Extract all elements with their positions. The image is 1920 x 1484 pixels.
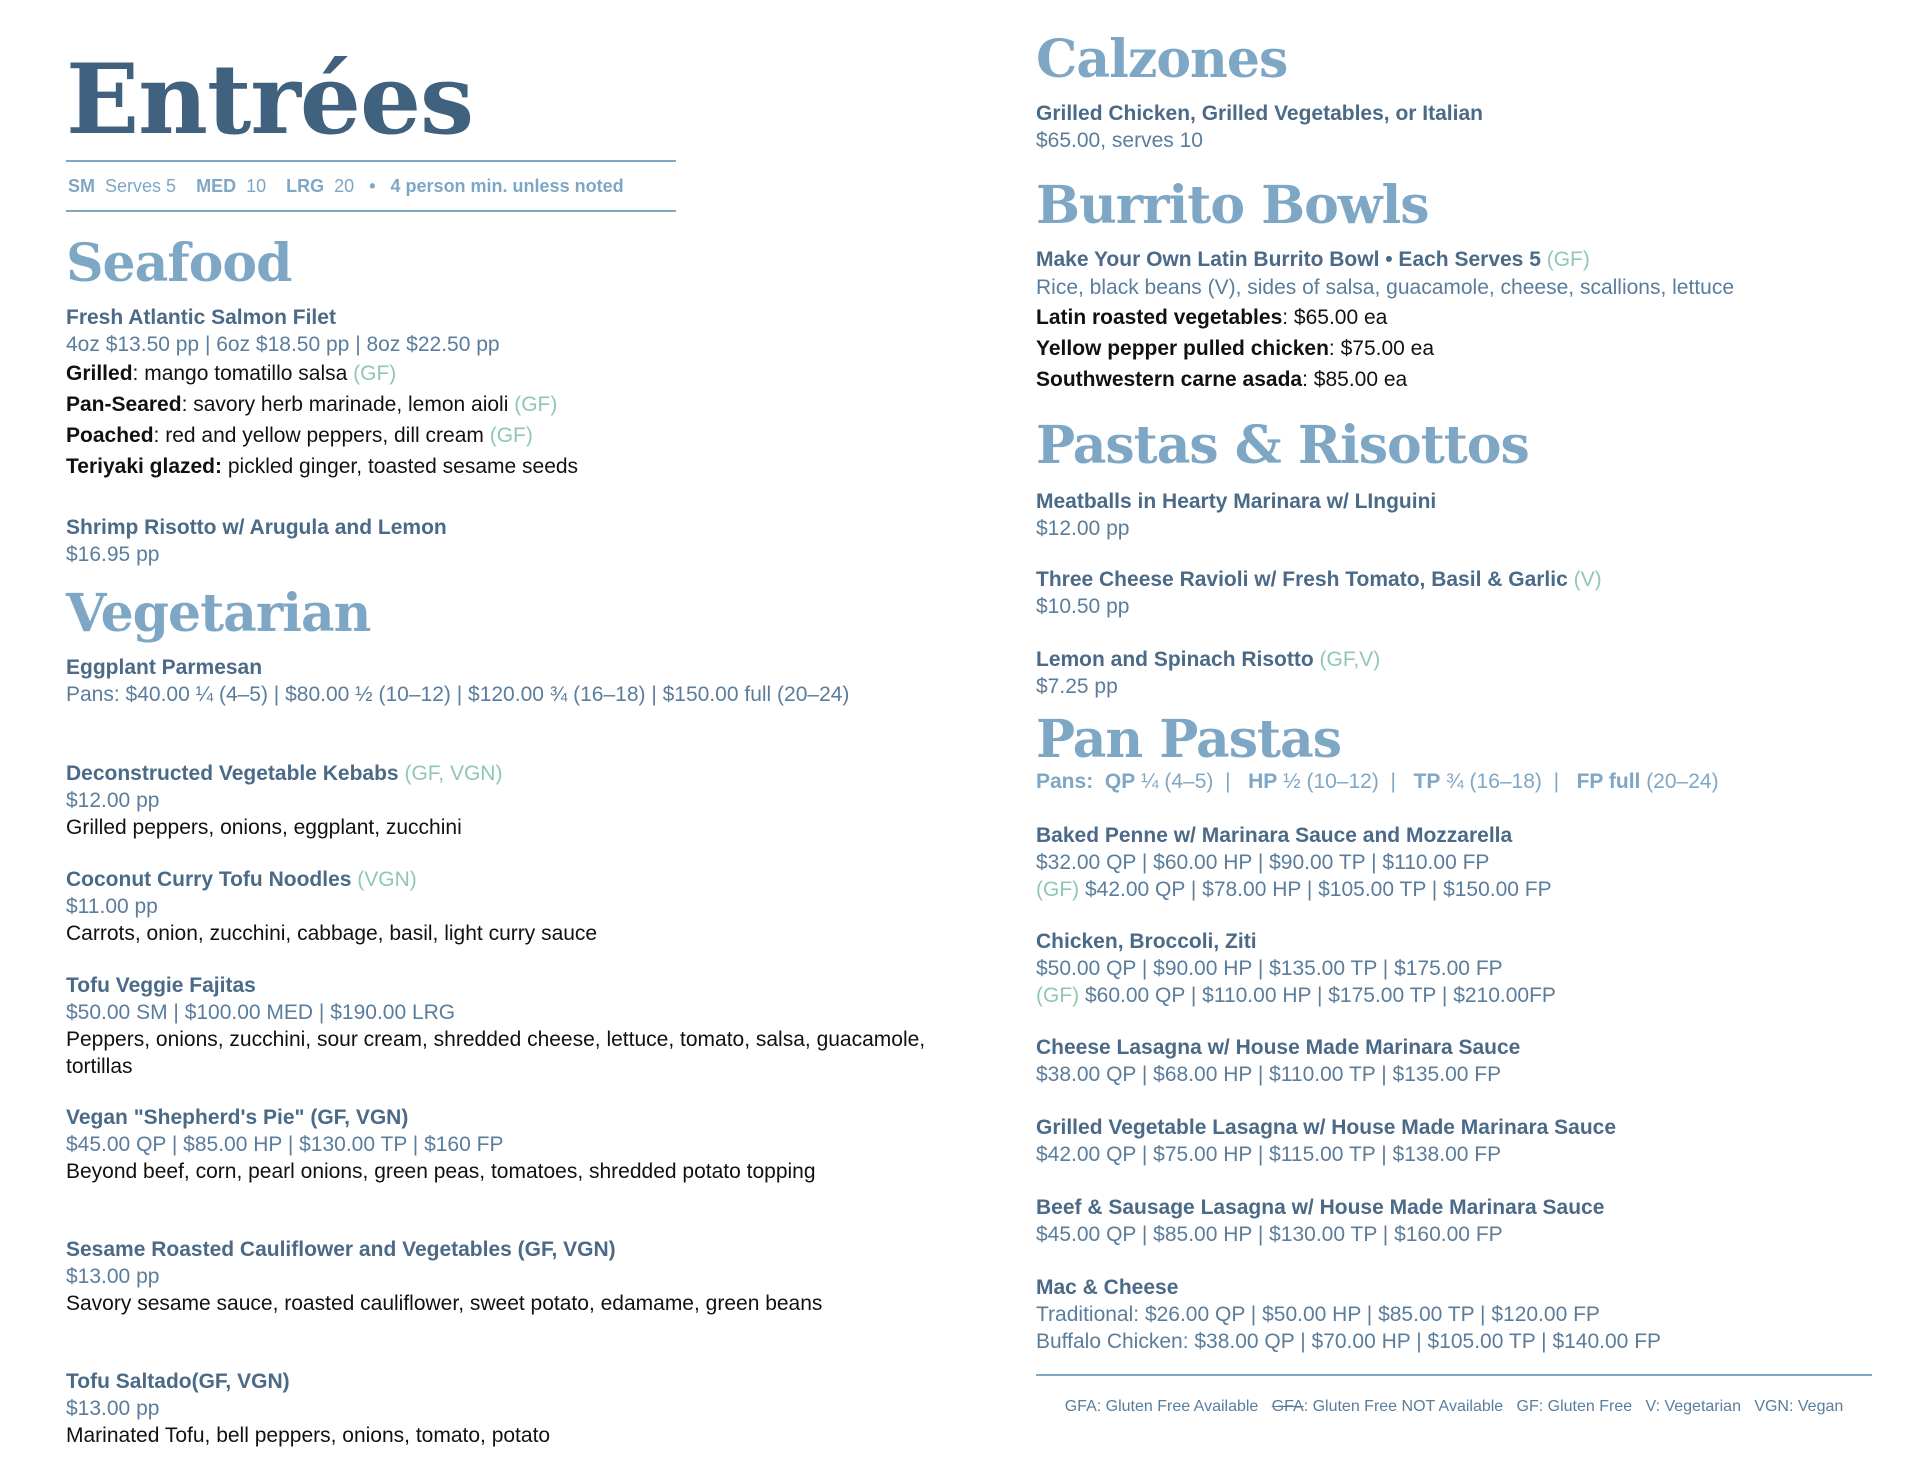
item-name: Shrimp Risotto w/ Arugula and Lemon: [66, 516, 447, 539]
section-title-vegetarian: Vegetarian: [66, 583, 371, 644]
legend-gfa: GFA: Gluten Free Available: [1064, 1398, 1259, 1415]
bullet-dot: •: [369, 176, 376, 196]
item-price: 4oz $13.50 pp | 6oz $18.50 pp | 8oz $22.50 pp: [66, 333, 500, 356]
item-option: Southwestern carne asada: $85.00 ea: [1036, 368, 1408, 391]
menu-item-shrimp: [66, 514, 926, 568]
menu-item-chicken-ziti: [1036, 928, 1876, 1009]
menu-item-tofu-saltado: [66, 1368, 926, 1449]
item-name: Sesame Roasted Cauliflower and Vegetables (GF, VGN): [66, 1238, 616, 1261]
item-price: $16.95 pp: [66, 543, 160, 566]
sizes-row: [66, 162, 676, 210]
section-title-calzones: Calzones: [1036, 29, 1288, 90]
legend-v: V: Vegetarian: [1645, 1398, 1741, 1415]
item-name: Tofu Veggie Fajitas: [66, 974, 256, 997]
divider: [66, 210, 676, 212]
item-price: $10.50 pp: [1036, 595, 1130, 618]
legend-gf: GF: Gluten Free: [1516, 1398, 1633, 1415]
item-option: Poached: red and yellow peppers, dill cream (GF): [66, 424, 533, 447]
item-price: $45.00 QP | $85.00 HP | $130.00 TP | $160 FP: [66, 1133, 504, 1156]
lrg-value: 20: [334, 176, 355, 196]
item-desc: Carrots, onion, zucchini, cabbage, basil, light curry sauce: [66, 922, 598, 945]
item-price: $45.00 QP | $85.00 HP | $130.00 TP | $160.00 FP: [1036, 1223, 1503, 1246]
item-option: Grilled: mango tomatillo salsa (GF): [66, 362, 397, 385]
sm-value: Serves 5: [105, 176, 177, 196]
lrg-label: LRG: [286, 176, 325, 196]
pan-sizes-row: Pans: QP ¼ (4–5) | HP ½ (10–12) | TP ¾ (16–18) | FP full (20–24): [1036, 770, 1719, 793]
item-price-gf: (GF) $42.00 QP | $78.00 HP | $105.00 TP | $150.00 FP: [1036, 878, 1552, 901]
item-name: Lemon and Spinach Risotto (GF,V): [1036, 648, 1381, 671]
item-name: Grilled Chicken, Grilled Vegetables, or Italian: [1036, 102, 1483, 125]
menu-item-beef-lasagna: [1036, 1194, 1876, 1248]
item-desc: Peppers, onions, zucchini, sour cream, shredded cheese, lettuce, tomato, salsa, guacamole, tortillas: [66, 1028, 926, 1078]
item-option: Teriyaki glazed: pickled ginger, toasted sesame seeds: [66, 455, 579, 478]
menu-item-baked-penne: [1036, 822, 1876, 903]
sizes-bar: [66, 160, 676, 212]
legend-vgn: VGN: Vegan: [1754, 1398, 1844, 1415]
item-price: $42.00 QP | $75.00 HP | $115.00 TP | $138.00 FP: [1036, 1143, 1502, 1166]
item-price: $50.00 SM | $100.00 MED | $190.00 LRG: [66, 1001, 456, 1024]
item-name: Coconut Curry Tofu Noodles (VGN): [66, 868, 417, 891]
item-desc: Beyond beef, corn, pearl onions, green peas, tomatoes, shredded potato topping: [66, 1160, 816, 1183]
dietary-legend: [1036, 1396, 1872, 1418]
legend-gfa-not: : Gluten Free NOT Available: [1303, 1398, 1504, 1415]
menu-item-curry: [66, 866, 926, 947]
item-price: $12.00 pp: [1036, 517, 1130, 540]
item-name: Mac & Cheese: [1036, 1276, 1179, 1299]
item-name: Three Cheese Ravioli w/ Fresh Tomato, Basil & Garlic (V): [1036, 568, 1602, 591]
divider: [1036, 1374, 1872, 1376]
item-price: $11.00 pp: [66, 895, 158, 918]
item-name: Cheese Lasagna w/ House Made Marinara Sauce: [1036, 1036, 1521, 1059]
item-price: $38.00 QP | $68.00 HP | $110.00 TP | $135.00 FP: [1036, 1063, 1502, 1086]
med-value: 10: [246, 176, 267, 196]
item-name: Beef & Sausage Lasagna w/ House Made Marinara Sauce: [1036, 1196, 1605, 1219]
item-price: Buffalo Chicken: $38.00 QP | $70.00 HP | $105.00 TP | $140.00 FP: [1036, 1330, 1662, 1353]
item-desc: Savory sesame sauce, roasted cauliflower, sweet potato, edamame, green beans: [66, 1292, 823, 1315]
menu-item-risotto: [1036, 646, 1876, 700]
menu-item-calzones: [1036, 100, 1876, 154]
item-name: Meatballs in Hearty Marinara w/ LInguini: [1036, 490, 1437, 513]
item-price: $65.00, serves 10: [1036, 129, 1203, 152]
item-name: Baked Penne w/ Marinara Sauce and Mozzarella: [1036, 824, 1513, 847]
section-title-burrito-bowls: Burrito Bowls: [1036, 175, 1429, 236]
page-title: Entrées: [66, 43, 474, 156]
item-option: Latin roasted vegetables: $65.00 ea: [1036, 306, 1388, 329]
item-desc: Grilled peppers, onions, eggplant, zucchini: [66, 816, 462, 839]
menu-item-salmon: [66, 304, 926, 482]
item-name: Tofu Saltado(GF, VGN): [66, 1370, 290, 1393]
item-price: $12.00 pp: [66, 789, 160, 812]
item-name: Make Your Own Latin Burrito Bowl • Each Serves 5 (GF): [1036, 248, 1590, 271]
menu-item-mac-cheese: [1036, 1274, 1876, 1355]
item-option: Yellow pepper pulled chicken: $75.00 ea: [1036, 337, 1435, 360]
med-label: MED: [196, 176, 237, 196]
menu-item-eggplant: [66, 654, 926, 708]
section-title-pastas-risottos: Pastas & Risottos: [1036, 415, 1529, 476]
item-price: Pans: $40.00 ¼ (4–5) | $80.00 ½ (10–12) | $120.00 ¾ (16–18) | $150.00 full (20–24): [66, 683, 850, 706]
menu-item-meatballs: [1036, 488, 1876, 542]
item-desc: Marinated Tofu, bell peppers, onions, tomato, potato: [66, 1424, 551, 1447]
item-price: $13.00 pp: [66, 1265, 160, 1288]
item-option: Pan-Seared: savory herb marinade, lemon aioli (GF): [66, 393, 558, 416]
section-title-seafood: Seafood: [66, 233, 292, 294]
item-price: $13.00 pp: [66, 1397, 160, 1420]
item-name: Grilled Vegetable Lasagna w/ House Made Marinara Sauce: [1036, 1116, 1617, 1139]
menu-item-cheese-lasagna: [1036, 1034, 1876, 1088]
item-name: Eggplant Parmesan: [66, 656, 263, 679]
legend-gfa-struck: GFA: [1271, 1398, 1304, 1415]
menu-item-burrito-bowl: [1036, 246, 1876, 395]
item-price: $32.00 QP | $60.00 HP | $90.00 TP | $110.00 FP: [1036, 851, 1490, 874]
sm-label: SM: [68, 176, 95, 196]
item-price-gf: (GF) $60.00 QP | $110.00 HP | $175.00 TP | $210.00FP: [1036, 984, 1556, 1007]
min-note: 4 person min. unless noted: [390, 176, 624, 196]
item-sides: Rice, black beans (V), sides of salsa, guacamole, cheese, scallions, lettuce: [1036, 276, 1735, 299]
section-title-pan-pastas: Pan Pastas: [1036, 709, 1341, 770]
menu-item-fajitas: [66, 972, 926, 1080]
menu-item-kebabs: [66, 760, 926, 841]
item-price: Traditional: $26.00 QP | $50.00 HP | $85.00 TP | $120.00 FP: [1036, 1303, 1600, 1326]
item-name: Deconstructed Vegetable Kebabs (GF, VGN): [66, 762, 503, 785]
item-price: $50.00 QP | $90.00 HP | $135.00 TP | $175.00 FP: [1036, 957, 1503, 980]
item-price: $7.25 pp: [1036, 675, 1118, 698]
item-name: Vegan "Shepherd's Pie" (GF, VGN): [66, 1106, 409, 1129]
menu-item-ravioli: [1036, 566, 1876, 620]
menu-item-cauliflower: [66, 1236, 926, 1317]
menu-item-shepherds-pie: [66, 1104, 926, 1185]
item-name: Chicken, Broccoli, Ziti: [1036, 930, 1257, 953]
menu-item-vegetable-lasagna: [1036, 1114, 1876, 1168]
item-name: Fresh Atlantic Salmon Filet: [66, 306, 336, 329]
